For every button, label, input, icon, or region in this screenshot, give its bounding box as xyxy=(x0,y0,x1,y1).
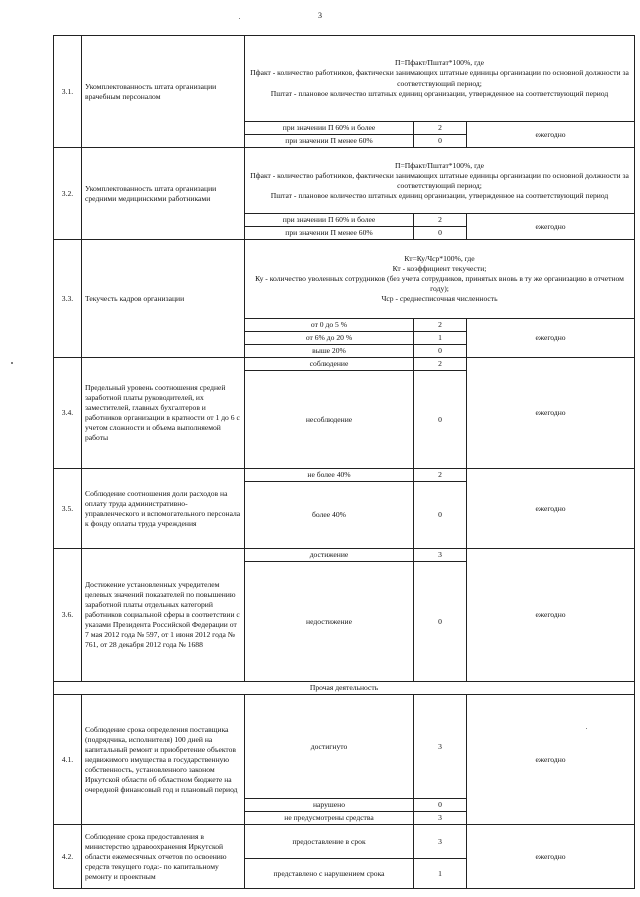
criterion-score: 2 xyxy=(414,469,467,482)
formula-line: Пштат - плановое количество штатных единиц организации, утвержденное на соответствующий период xyxy=(270,190,609,200)
formula-line: П=Пфакт/Пштат*100%, где xyxy=(394,58,485,68)
criterion-score: 0 xyxy=(414,562,467,682)
row-number: 3.1. xyxy=(54,36,82,148)
formula-line: Кт - коэффициент текучести; xyxy=(392,264,487,274)
criterion-label: при значении П менее 60% xyxy=(245,135,414,148)
criterion-score: 0 xyxy=(414,799,467,812)
period-cell: ежегодно xyxy=(467,825,635,889)
formula-cell xyxy=(245,240,635,319)
criterion-score: 2 xyxy=(414,214,467,227)
scan-speck xyxy=(239,18,240,19)
row-number: 3.2. xyxy=(54,148,82,240)
criterion-score: 2 xyxy=(414,319,467,332)
row-number: 4.2. xyxy=(54,825,82,889)
criterion-label: достижение xyxy=(245,549,414,562)
period-cell: ежегодно xyxy=(467,214,635,240)
scan-speck xyxy=(586,728,587,729)
criterion-score: 0 xyxy=(414,227,467,240)
period-cell: ежегодно xyxy=(467,549,635,682)
formula-cell xyxy=(245,36,635,122)
formula-line: Ку - количество уволенных сотрудников (без учета сотрудников, принятых вновь в ту же организацию в отчетном году); xyxy=(255,274,624,294)
formula-line: Кт=Ку/Чср*100%, где xyxy=(404,254,475,264)
page-number: 3 xyxy=(318,11,322,20)
criterion-label: нарушено xyxy=(245,799,414,812)
period-cell: ежегодно xyxy=(467,358,635,469)
criteria-table xyxy=(53,35,635,889)
criterion-label: при значении П 60% и более xyxy=(245,214,414,227)
criterion-score: 0 xyxy=(414,135,467,148)
criterion-label: недостижение xyxy=(245,562,414,682)
row-number: 3.3. xyxy=(54,240,82,358)
criterion-score: 2 xyxy=(414,122,467,135)
criterion-score: 0 xyxy=(414,345,467,358)
indicator-text: Достижение установленных учредителем целевых значений показателей по повышению заработной платы отдельных категорий работников социальной сферы в соответствии с указами Президента Российской Федерации от 7 мая 2012 года № 597, от 1 июня 2012 года № 761, от 28 декабря 2012 года № 1688 xyxy=(82,549,245,682)
criterion-label: предоставление в срок xyxy=(245,825,414,859)
criterion-label: несоблюдение xyxy=(245,371,414,469)
criterion-score: 3 xyxy=(414,549,467,562)
formula-line: Пфакт - количество работников, фактически занимающих штатные единицы организации по основной должности за соответствующий период; xyxy=(250,68,629,88)
criterion-score: 0 xyxy=(414,371,467,469)
row-number: 3.6. xyxy=(54,549,82,682)
formula-line: Чср - среднесписочная численность xyxy=(381,294,498,304)
indicator-text: Укомплектованность штата организации средними медицинскими работниками xyxy=(82,148,245,240)
criterion-label: выше 20% xyxy=(245,345,414,358)
criterion-label: соблюдение xyxy=(245,358,414,371)
criterion-score: 0 xyxy=(414,482,467,549)
criterion-label: от 0 до 5 % xyxy=(245,319,414,332)
row-number: 4.1. xyxy=(54,695,82,825)
criterion-label: более 40% xyxy=(245,482,414,549)
criterion-score: 3 xyxy=(414,825,467,859)
criterion-label: не предусмотрены средства xyxy=(245,812,414,825)
criterion-label: при значении П 60% и более xyxy=(245,122,414,135)
criterion-score: 2 xyxy=(414,358,467,371)
criterion-label: при значении П менее 60% xyxy=(245,227,414,240)
row-number: 3.4. xyxy=(54,358,82,469)
criterion-label: от 6% до 20 % xyxy=(245,332,414,345)
period-cell: ежегодно xyxy=(467,122,635,148)
criterion-score: 3 xyxy=(414,812,467,825)
indicator-text: Соблюдение срока определения поставщика (подрядчика, исполнителя) 100 дней на капитальный ремонт и приобретение объектов недвижимого имущества в государственную собственность, установленного законом Иркутской области об областном бюджете на очередной финансовый год и плановый период xyxy=(82,695,245,825)
criterion-score: 1 xyxy=(414,332,467,345)
criterion-score: 3 xyxy=(414,695,467,799)
formula-line: Пштат - плановое количество штатных единиц организации, утвержденное на соответствующий период xyxy=(270,88,609,98)
indicator-text: Соблюдение срока предоставления в министерство здравоохранения Иркутской области ежемесячных отчетов по освоению средств текущего года:- по капитальному ремонту и проектным xyxy=(82,825,245,889)
formula-line: Пфакт - количество работников, фактически занимающих штатные единицы организации по основной должности за соответствующий период; xyxy=(250,170,629,190)
period-cell: ежегодно xyxy=(467,319,635,358)
indicator-text: Укомплектованность штата организации врачебным персоналом xyxy=(82,36,245,148)
scan-speck xyxy=(11,362,13,364)
criterion-label: достигнуто xyxy=(245,695,414,799)
indicator-text: Текучесть кадров организации xyxy=(82,240,245,358)
criterion-label: представлено с нарушением срока xyxy=(245,859,414,889)
criterion-score: 1 xyxy=(414,859,467,889)
row-number: 3.5. xyxy=(54,469,82,549)
period-cell: ежегодно xyxy=(467,469,635,549)
formula-cell xyxy=(245,148,635,214)
section-title: Прочая деятельность xyxy=(54,682,635,695)
indicator-text: Соблюдение соотношения доли расходов на оплату труда административно-управленческого и вспомогательного персонала к фонду оплаты труда учреждения xyxy=(82,469,245,549)
period-cell: ежегодно xyxy=(467,695,635,825)
formula-line: П=Пфакт/Пштат*100%, где xyxy=(394,160,485,170)
indicator-text: Предельный уровень соотношения средней заработной платы руководителей, их заместителей, главных бухгалтеров и работников организации в кратности от 1 до 6 с учетом сложности и объема выполняемой работы xyxy=(82,358,245,469)
criterion-label: не более 40% xyxy=(245,469,414,482)
